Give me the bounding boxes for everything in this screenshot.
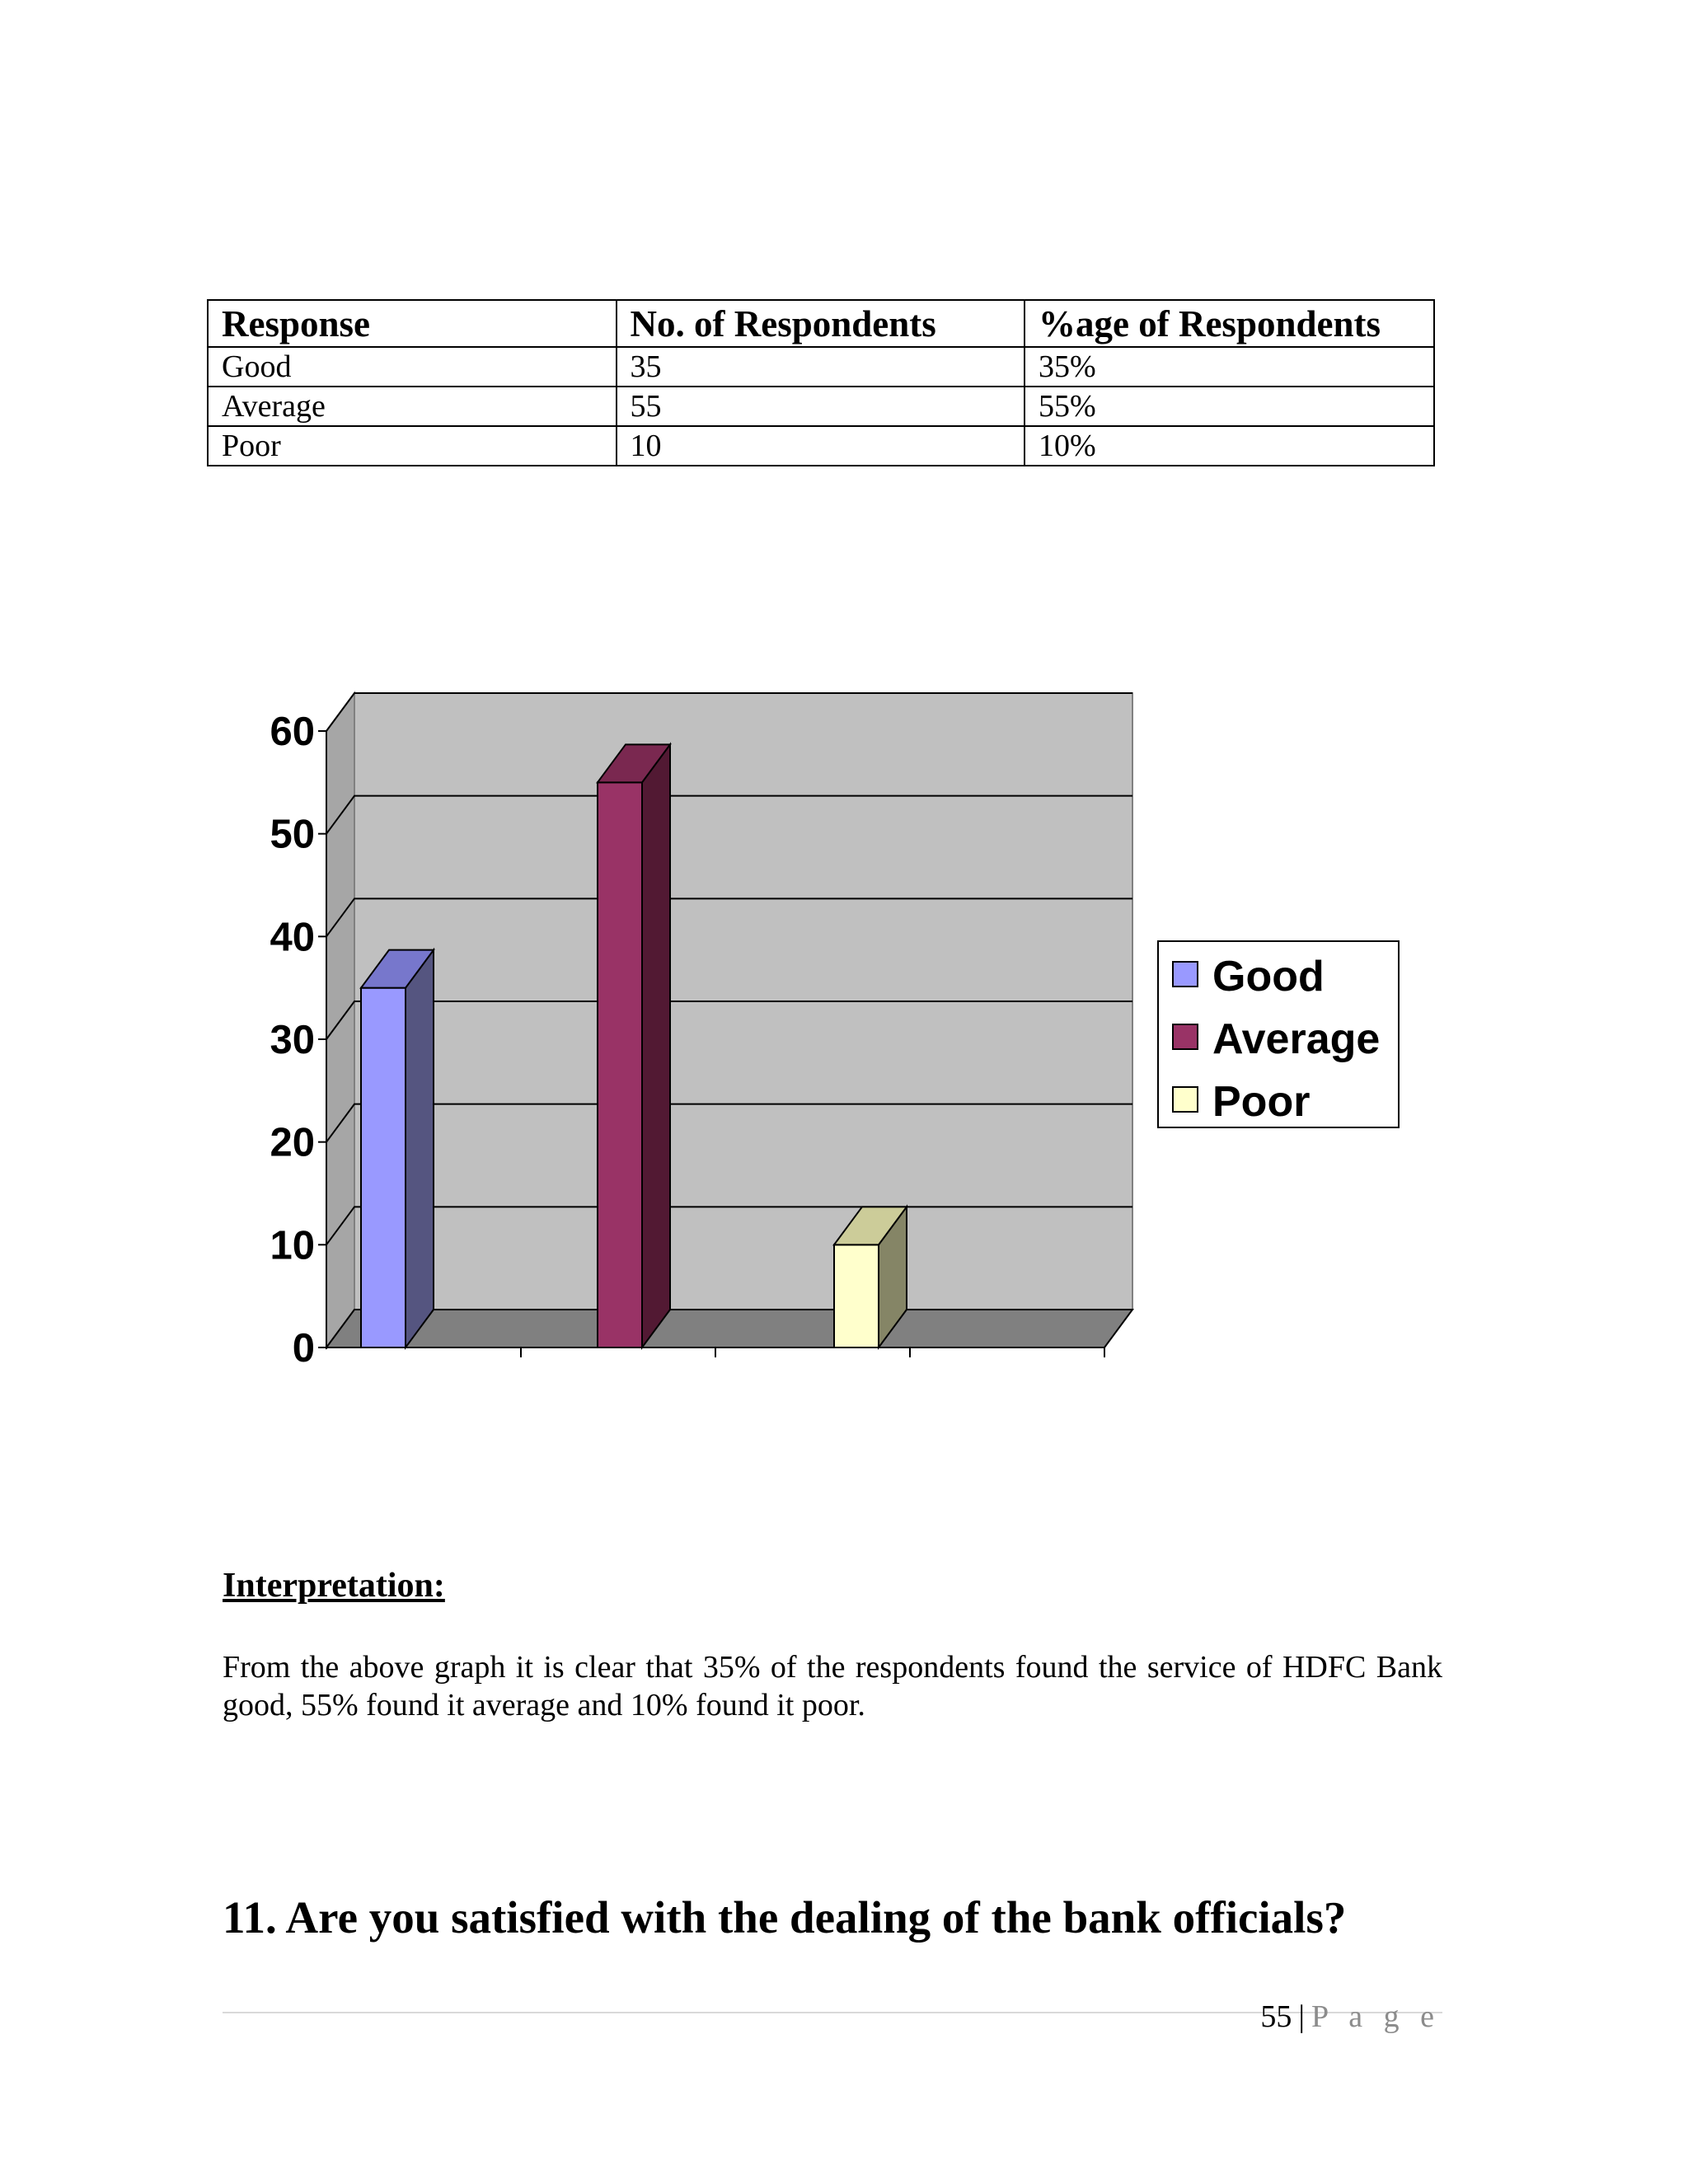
y-tick-label: 60: [270, 710, 315, 754]
bar-good: [361, 988, 406, 1347]
y-tick-label: 20: [270, 1120, 315, 1165]
y-tick-label: 30: [270, 1018, 315, 1062]
table-cell: 35: [617, 347, 1025, 387]
bar-side-good: [406, 950, 434, 1347]
legend-label-average: Average: [1212, 1015, 1381, 1063]
page-footer: [1260, 1999, 1441, 2035]
legend-swatch-average: [1173, 1024, 1198, 1049]
chart-floor: [326, 1310, 1132, 1347]
y-tick-label: 10: [270, 1223, 315, 1268]
y-tick-label: 0: [292, 1326, 315, 1371]
header-response: Response: [208, 300, 617, 347]
table-cell: 55%: [1025, 387, 1434, 426]
bar-poor: [834, 1244, 879, 1347]
bar-average: [598, 782, 642, 1347]
legend-swatch-poor: [1173, 1087, 1198, 1112]
table-cell: 10%: [1025, 426, 1434, 466]
y-tick-label: 40: [270, 915, 315, 960]
footer-separator: |: [1298, 1999, 1306, 2034]
table-cell: Average: [208, 387, 617, 426]
table-cell: Good: [208, 347, 617, 387]
bar-side-average: [642, 744, 670, 1347]
table-cell: Poor: [208, 426, 617, 466]
question-heading: 11. Are you satisfied with the dealing of the bank officials?: [223, 1892, 1347, 1943]
table-cell: 55: [617, 387, 1025, 426]
y-tick-label: 50: [270, 812, 315, 857]
page-label: P a g e: [1311, 1999, 1441, 2034]
footer-divider: [223, 2012, 1442, 2013]
chart-plot-area: [326, 693, 1132, 1347]
interpretation-heading: Interpretation:: [223, 1567, 445, 1605]
chart-legend: [1158, 941, 1399, 1127]
interpretation-text: From the above graph it is clear that 35% of the respondents found the service of HDFC Bank good, 55% found it average and 10% found it poor.: [223, 1650, 1442, 1722]
table-cell: 35%: [1025, 347, 1434, 387]
header-percentage: %age of Respondents: [1025, 300, 1434, 347]
header-number: No. of Respondents: [617, 300, 1025, 347]
legend-swatch-good: [1173, 962, 1198, 987]
legend-label-good: Good: [1212, 953, 1325, 1001]
legend-label-poor: Poor: [1212, 1078, 1311, 1126]
page-number: 55: [1260, 1999, 1292, 2034]
table-cell: 10: [617, 426, 1025, 466]
